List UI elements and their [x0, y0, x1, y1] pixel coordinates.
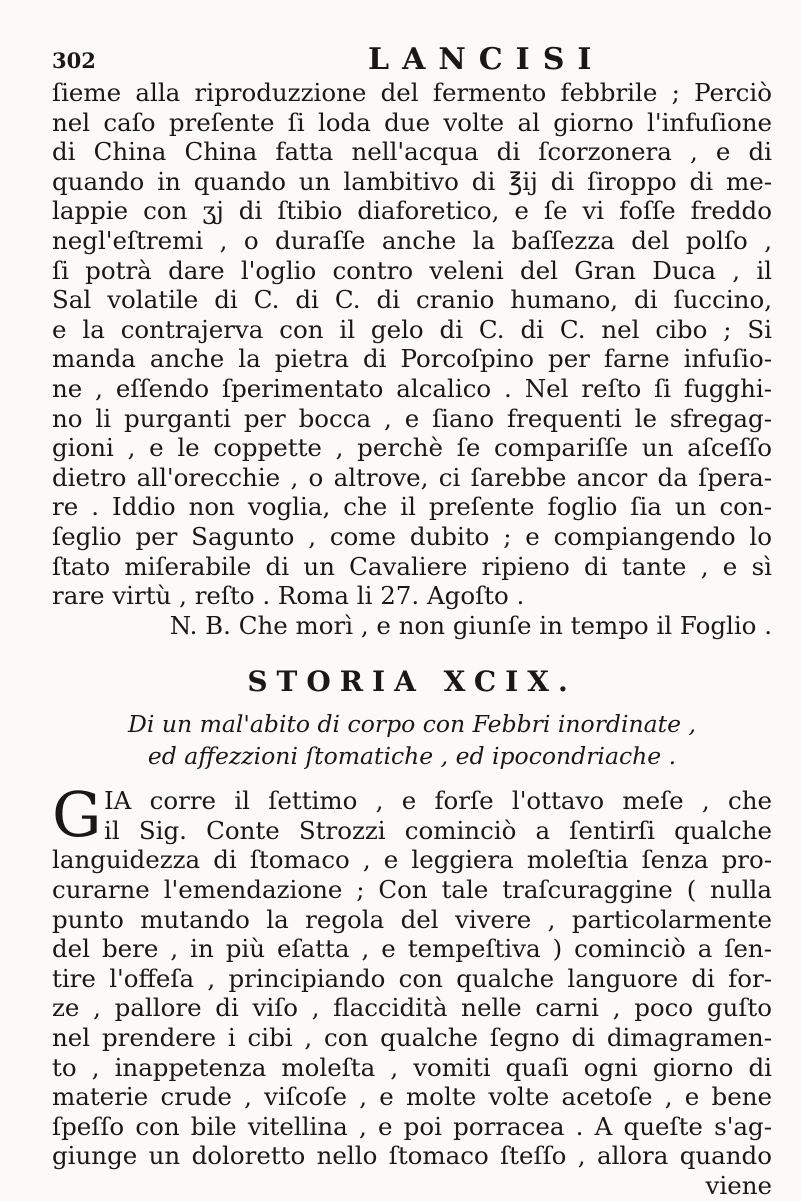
drop-cap-lines — [104, 786, 772, 845]
text-line: no li purganti per bocca , e ſiano frequenti le sfregag- — [52, 403, 772, 433]
text-line: dietro all'orecchie , o altrove, ci ſarebbe ancor da ſpera- — [52, 462, 772, 492]
text-line: ze , pallore di viſo , flaccidità nelle carni , poco guſto — [52, 993, 772, 1023]
catchword: viene — [705, 1171, 772, 1200]
closing-note: N. B. Che morì , e non giunſe in tempo il Foglio . — [169, 610, 772, 640]
text-line: gioni , e le coppette , perchè ſe compariſſe un aſceſſo — [52, 433, 772, 463]
text-line: del bere , in più eſatta , e tempeſtiva ) cominciò a ſen- — [52, 934, 772, 964]
text-line: nel caſo preſente ſi loda due volte al giorno l'infuſione — [52, 107, 772, 137]
text-line: ſi potrà dare l'oglio contro veleni del Gran Duca , il — [52, 255, 772, 285]
text-line: ne , eſſendo ſperimentato alcalico . Nel reſto ſi fugghi- — [52, 373, 772, 403]
running-head — [52, 42, 772, 76]
text-line: punto mutando la regola del vivere , particolarmente — [52, 904, 772, 934]
text-line: tire l'offeſa , principiando con qualche languore di for- — [52, 963, 772, 993]
text-line: ſieme alla riproduzzione del fermento febbrile ; Perciò — [52, 78, 772, 107]
story-heading: STORIA XCIX. — [247, 665, 577, 699]
text-line: negl'eſtremi , o duraſſe anche la baſſezza del polſo , — [52, 225, 772, 255]
text-line: giunge un doloretto nello ſtomaco ſteſſo , allora quando — [52, 1141, 772, 1171]
text-line: manda anche la pietra di Porcoſpino per farne infuſio- — [52, 344, 772, 374]
text-line: IA corre il ſettimo , e forſe l'ottavo meſe , che — [104, 786, 772, 816]
text-line: quando in quando un lambitivo di ℥ij di ſiroppo di me- — [52, 166, 772, 196]
text-line: ſtato miſerabile di un Cavaliere ripieno di tante , e sì — [52, 551, 772, 581]
paragraph-prescription — [52, 78, 772, 640]
text-line: lappie con ʒj di ſtibio diaforetico, e ſe vi foſſe freddo — [52, 196, 772, 226]
story-subtitle-line-1: Di un mal'abito di corpo con Febbri inordinate , — [128, 710, 696, 739]
story-body — [52, 778, 772, 1200]
text-line: di China China fatta nell'acqua di ſcorzonera , e di — [52, 137, 772, 167]
running-title: LANCISI — [368, 42, 605, 77]
drop-cap: G — [52, 778, 102, 852]
text-line: nel prendere i cibi , con qualche ſegno di dimagramen- — [52, 1023, 772, 1053]
text-line: rare virtù , reſto . Roma li 27. Agoſto . — [52, 581, 525, 611]
text-line: materie crude , viſcoſe , e molte volte acetoſe , e bene — [52, 1082, 772, 1112]
page-number: 302 — [52, 48, 96, 73]
text-line: languidezza di ſtomaco , e leggiera moleſtia ſenza pro- — [52, 845, 772, 875]
text-line: Sal volatile di C. di C. di cranio humano, di ſuccino, — [52, 285, 772, 315]
text-line: e la contrajerva con il gelo di C. di C. nel cibo ; Si — [52, 314, 772, 344]
text-line: il Sig. Conte Strozzi cominciò a ſentirſi qualche — [104, 815, 772, 845]
text-line: re . Iddio non voglia, che il preſente foglio ſia un con- — [52, 492, 772, 522]
text-line: ſeglio per Sagunto , come dubito ; e compiangendo lo — [52, 521, 772, 551]
text-line: to , inappetenza moleſta , vomiti quaſi ogni giorno di — [52, 1052, 772, 1082]
text-line: ſpeſſo con bile vitellina , e poi porracea . A queſte s'ag- — [52, 1111, 772, 1141]
text-line: curarne l'emendazione ; Con tale traſcuraggine ( nulla — [52, 875, 772, 905]
book-page — [52, 42, 772, 1201]
story-subtitle-line-2: ed affezzioni ſtomatiche , ed ipocondriache . — [147, 742, 677, 771]
